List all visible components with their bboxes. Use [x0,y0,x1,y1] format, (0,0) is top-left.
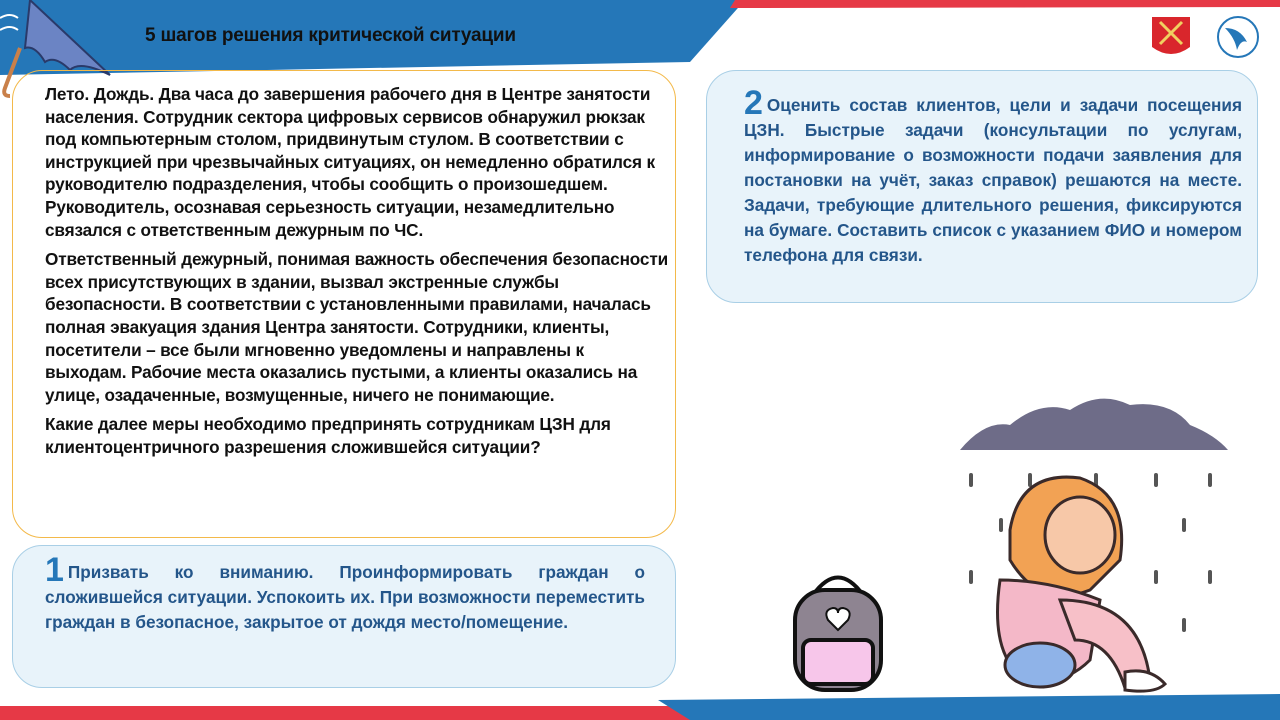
sad-girl-illustration [998,477,1166,691]
footer-blue-band [658,694,1280,720]
cloud-icon [960,399,1228,450]
spb-coat-of-arms-icon [1152,17,1190,54]
step-text: Оценить состав клиентов, цели и задачи посещения ЦЗН. Быстрые задачи (консультации по услугам, информирование о возможности подачи заявления для постановки на учёт, заказ справок) решаются на месте. Задачи, требующие длительного решения, фиксируются на бумаге. Составить список с указанием ФИО и номером телефона для связи. [744,95,1242,265]
step-number: 2 [744,84,763,122]
step-text: Призвать ко вниманию. Проинформировать граждан о сложившейся ситуации. Успокоить их. При возможности переместить граждан в безопасное, закрытое от дождя место/помещение. [45,562,645,632]
story-question: Какие далее меры необходимо предпринять сотрудникам ЦЗН для клиентоцентричного разрешения сложившейся ситуации? [45,414,611,457]
employment-service-logo-icon [1218,17,1258,57]
step-1-card [12,545,676,688]
backpack-icon [795,578,881,691]
header-red-stripe [730,0,1280,8]
step-number: 1 [45,551,64,589]
story-paragraph: Лето. Дождь. Два часа до завершения рабочего дня в Центре занятости населения. Сотрудник сектора цифровых сервисов обнаружил рюкзак под компьютерным столом, придвинутым стулом. В соответствии с инструкцией при чрезвычайных ситуациях, он немедленно обратился к руководителю подразделения, чтобы сообщить о произошедшем. Руководитель, осознавая серьезность ситуации, незамедлительно связался с ответственным дежурным по ЧС. [45,84,655,240]
page-title: 5 шагов решения критической ситуации [145,25,516,46]
situation-text-box [12,70,676,538]
footer-red-stripe [0,706,712,720]
story-paragraph: Ответственный дежурный, понимая важность обеспечения безопасности всех присутствующих в здании, вызвал экстренные службы безопасности. В соответствии с установленными правилами, началась полная эвакуация здания Центра занятости. Сотрудники, клиенты, посетители – все были мгновенно уведомлены и направлены к выходам. Рабочие места оказались пустыми, а клиенты оказались на улице, озадаченные, возмущенные, ничего не понимающие. [45,249,669,405]
step-2-card [706,70,1258,303]
